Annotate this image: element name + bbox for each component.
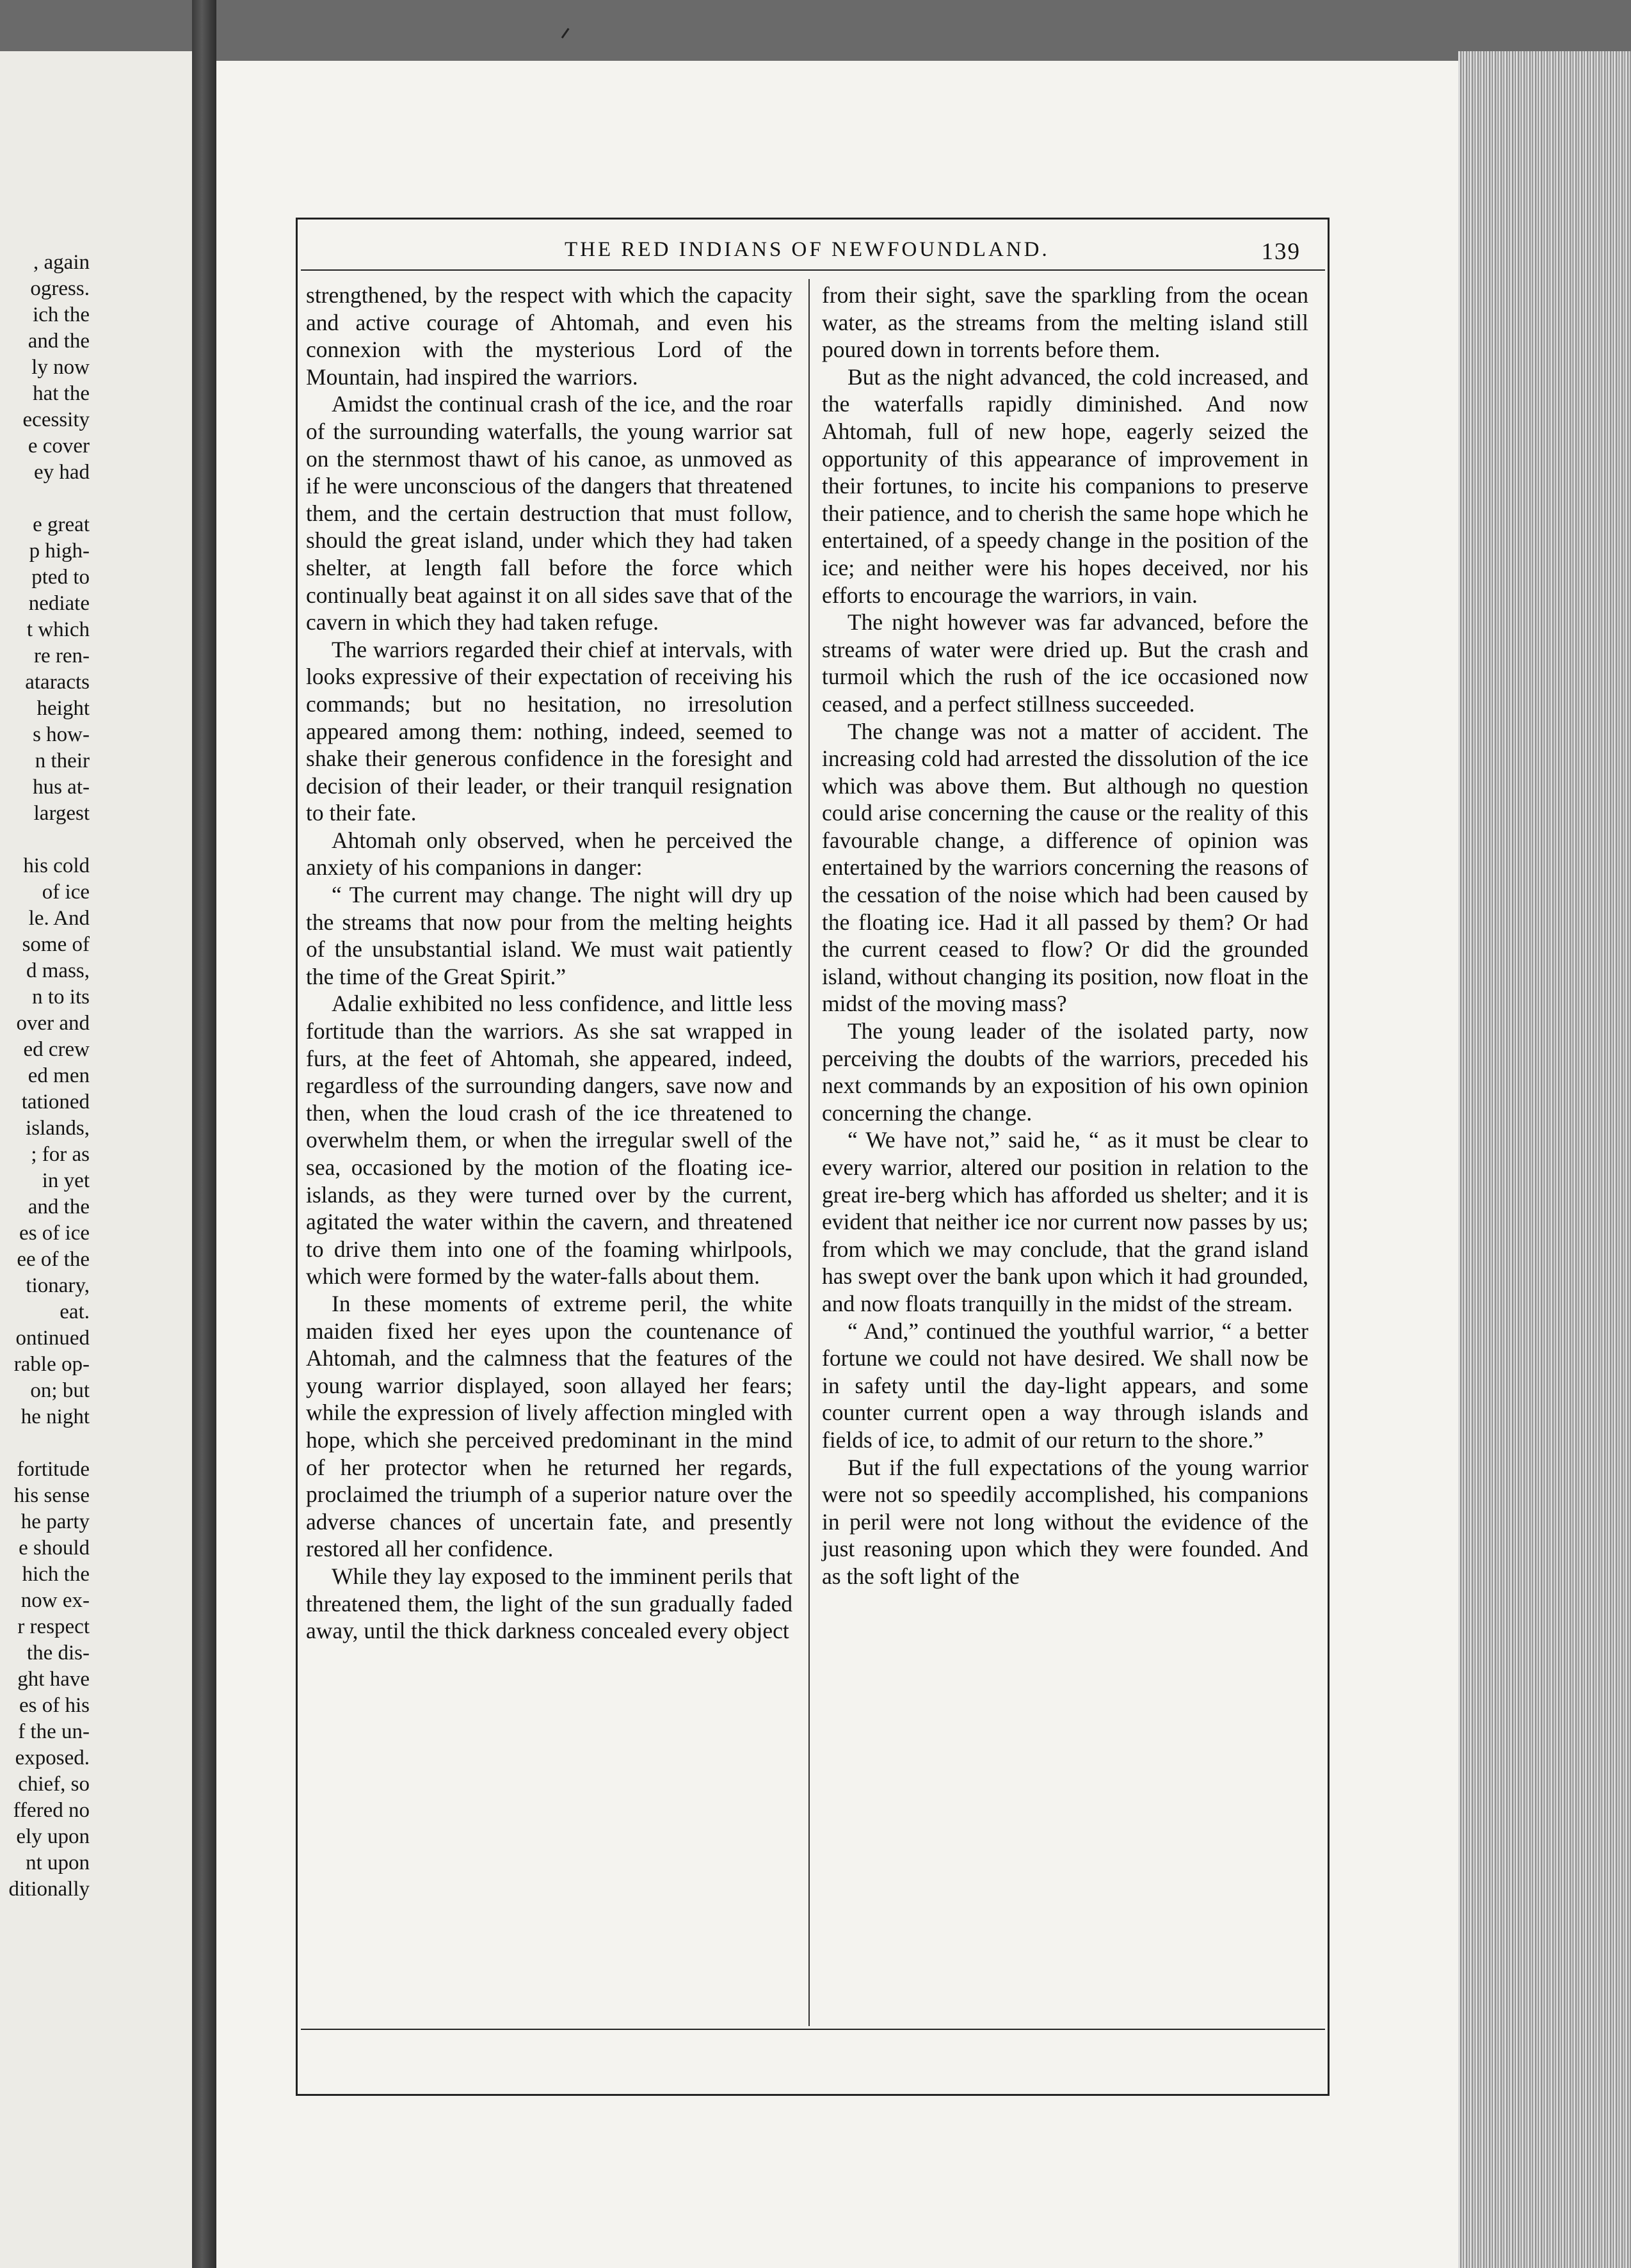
paragraph: strengthened, by the respect with which the capacity and active courage of Ahtomah, and even his connexion with the mysterious Lord of the Mountain, had inspired the warriors. xyxy=(306,282,792,390)
text-fragment: ed men xyxy=(28,1064,90,1087)
text-fragment: ght have xyxy=(17,1668,90,1691)
text-fragment: eat. xyxy=(60,1300,90,1323)
text-fragment: nediate xyxy=(28,592,90,615)
text-fragment: f the un- xyxy=(18,1720,90,1743)
book-gutter xyxy=(192,0,216,2268)
text-fragment: ely upon xyxy=(16,1825,90,1848)
text-fragment: his sense xyxy=(13,1484,90,1507)
text-fragment: es of ice xyxy=(19,1222,90,1245)
text-fragment: ataracts xyxy=(25,671,90,694)
paragraph: The warriors regarded their chief at intervals, with looks expressive of their expectation of receiving his commands; but no hesitation, no irresolution appeared among them: nothing, indeed, seemed to shake their generous confidence in the foresight and decision of their leader, or their tranquil resignation to their fate. xyxy=(306,636,792,826)
text-fragment: nt upon xyxy=(26,1851,90,1874)
text-fragment: ditionally xyxy=(8,1878,90,1901)
text-fragment: n to its xyxy=(32,986,90,1009)
facing-page-text-fragments xyxy=(0,250,90,2105)
right-text-column xyxy=(822,282,1308,1590)
text-fragment xyxy=(0,827,90,853)
text-fragment: ey had xyxy=(33,461,90,484)
text-fragment: re ren- xyxy=(33,644,90,667)
paragraph: “ We have not,” said he, “ as it must be clear to every warrior, altered our position in relation to the great ire-berg which has afforded us shelter; and it is evident that neither ice nor current now passes by us; from which we may conclude, that the grand island has swept over the bank upon which it had grounded, and now floats tranquilly in the midst of the stream. xyxy=(822,1127,1308,1316)
text-fragment: rable op- xyxy=(13,1353,90,1376)
head-rule xyxy=(301,269,1325,271)
text-fragment: ogress. xyxy=(30,277,90,300)
text-fragment: he party xyxy=(20,1510,90,1533)
text-fragment: ontinued xyxy=(15,1327,90,1350)
paragraph: But if the full expectations of the young warrior were not so speedily accomplished, his companions in peril were not long without the evidence of the just reasoning upon which they were founded. And as the soft light of the xyxy=(822,1454,1308,1589)
text-fragment: n their xyxy=(35,749,90,772)
text-fragment: fortitude xyxy=(17,1458,90,1481)
scan-mark xyxy=(561,28,579,45)
text-fragment: d mass, xyxy=(26,959,90,982)
text-fragment: es of his xyxy=(19,1694,90,1717)
paragraph: The night however was far advanced, before the streams of water were dried up. But the crash and turmoil which the rush of the ice occasioned now ceased, and a perfect stillness succeeded. xyxy=(822,609,1308,717)
paragraph: Adalie exhibited no less confidence, and little less fortitude than the warriors. As she sat wrapped in furs, at the feet of Ahtomah, she appeared, indeed, regardless of the surrounding dangers, save now and then, when the loud crash of the ice threatened to overwhelm them, or when the irregular swell of the sea, occasioned by the motion of the floating ice-islands, as they were turned over by the current, agitated the water within the cavern, and threatened to drive them into one of the foaming whirlpools, which were formed by the water-falls about them. xyxy=(306,991,792,1290)
running-title: THE RED INDIANS OF NEWFOUNDLAND. xyxy=(565,238,1050,261)
text-fragment: and the xyxy=(28,1195,90,1218)
text-fragment: e cover xyxy=(28,435,90,458)
text-fragment: hus at- xyxy=(33,776,90,799)
text-fragment: ed crew xyxy=(23,1038,90,1061)
text-fragment: exposed. xyxy=(15,1746,90,1769)
text-fragment: islands, xyxy=(26,1117,90,1140)
text-fragment: over and xyxy=(16,1012,90,1035)
text-fragment: on; but xyxy=(30,1379,90,1402)
text-fragment: tionary, xyxy=(26,1274,90,1297)
left-text-column xyxy=(306,282,792,1645)
text-fragment: ; for as xyxy=(31,1143,90,1166)
text-fragment: pted to xyxy=(31,566,90,589)
page-number: 139 xyxy=(1261,239,1301,265)
paragraph: The change was not a matter of accident. The increasing cold had arrested the dissolution of the ice which was above them. But although no question could arise concerning the cause or the reality of this favourable change, a difference of opinion was entertained by the warriors concerning the reasons of the cessation of the noise which had been caused by the floating ice. Had it all passed by them? Or had the current ceased to flow? Or did the grounded island, without changing its position, now float in the midst of the moving mass? xyxy=(822,718,1308,1017)
text-fragment: ecessity xyxy=(22,408,90,431)
text-fragment: r respect xyxy=(17,1615,90,1638)
paragraph: But as the night advanced, the cold increased, and the waterfalls rapidly diminished. And now Ahtomah, full of new hope, eagerly seized the opportunity of this appearance of improvement in their fortunes, to incite his companions to preserve their patience, and to cherish the same hope which he entertained, of a speedy change in the position of the ice; and neither were his hopes deceived, nor his efforts to encourage the warriors, in vain. xyxy=(822,363,1308,608)
paragraph: from their sight, save the sparkling from the ocean water, as the streams from the melting island still poured down in torrents before them. xyxy=(822,282,1308,363)
text-fragment: largest xyxy=(33,802,90,825)
text-fragment: hat the xyxy=(33,382,90,405)
page-edges xyxy=(1458,51,1631,2268)
text-fragment xyxy=(0,1430,90,1457)
text-fragment: his cold xyxy=(23,854,90,877)
text-fragment: now ex- xyxy=(20,1589,90,1612)
text-fragment: chief, so xyxy=(18,1773,90,1796)
text-fragment: and the xyxy=(28,330,90,353)
column-divider xyxy=(808,279,810,2026)
text-fragment xyxy=(0,486,90,512)
text-fragment: he night xyxy=(20,1405,90,1428)
text-fragment: of ice xyxy=(42,881,90,904)
text-fragment: ee of the xyxy=(17,1248,90,1271)
text-fragment: p high- xyxy=(29,539,90,563)
text-fragment: some of xyxy=(22,933,90,956)
text-fragment: ffered no xyxy=(13,1799,90,1822)
paragraph: Amidst the continual crash of the ice, and the roar of the surrounding waterfalls, the young warrior sat on the sternmost thawt of his canoe, as unmoved as if he were unconscious of the dangers that threatened them, and the certain destruction that must follow, should the great island, under which they had taken shelter, at length fall before the force which continually beat against it on all sides save that of the cavern in which they had taken refuge. xyxy=(306,391,792,635)
running-head xyxy=(296,238,1330,266)
text-fragment: , again xyxy=(33,251,90,274)
text-fragment: s how- xyxy=(33,723,90,746)
paragraph: In these moments of extreme peril, the white maiden fixed her eyes upon the countenance of Ahtomah, and the calmness that the features of the young warrior displayed, soon allayed her fears; while the expression of lively affection mingled with hope, which she perceived predominant in the mind of her protector when he returned her regards, proclaimed the triumph of a superior nature over the adverse chances of uncertain fate, and presently restored all her confidence. xyxy=(306,1290,792,1562)
text-fragment: t which xyxy=(26,618,90,641)
text-fragment: ly now xyxy=(31,356,90,379)
text-fragment: in yet xyxy=(42,1169,90,1192)
bottom-rule xyxy=(301,2029,1325,2030)
text-fragment: the dis- xyxy=(26,1641,90,1665)
paragraph: While they lay exposed to the imminent perils that threatened them, the light of the sun gradually faded away, until the thick darkness concealed every object xyxy=(306,1563,792,1644)
paragraph: Ahtomah only observed, when he perceived the anxiety of his companions in danger: xyxy=(306,827,792,881)
text-fragment: ich the xyxy=(33,303,90,326)
paragraph: “ The current may change. The night will dry up the streams that now pour from the melting heights of the unsubstantial island. We must wait patiently the time of the Great Spirit.” xyxy=(306,882,792,989)
text-fragment: le. And xyxy=(28,907,90,930)
text-fragment: e great xyxy=(33,513,90,536)
text-fragment: e should xyxy=(19,1537,90,1560)
paragraph: “ And,” continued the youthful warrior, “ a better fortune we could not have desired. We shall now be in safety until the day-light appears, and some counter current open a way through islands and fields of ice, to admit of our return to the shore.” xyxy=(822,1318,1308,1453)
text-fragment: height xyxy=(36,697,90,720)
paragraph: The young leader of the isolated party, now perceiving the doubts of the warriors, preceded his next commands by an exposition of his own opinion concerning the change. xyxy=(822,1018,1308,1126)
text-fragment: tationed xyxy=(21,1090,90,1114)
text-fragment: hich the xyxy=(22,1563,90,1586)
